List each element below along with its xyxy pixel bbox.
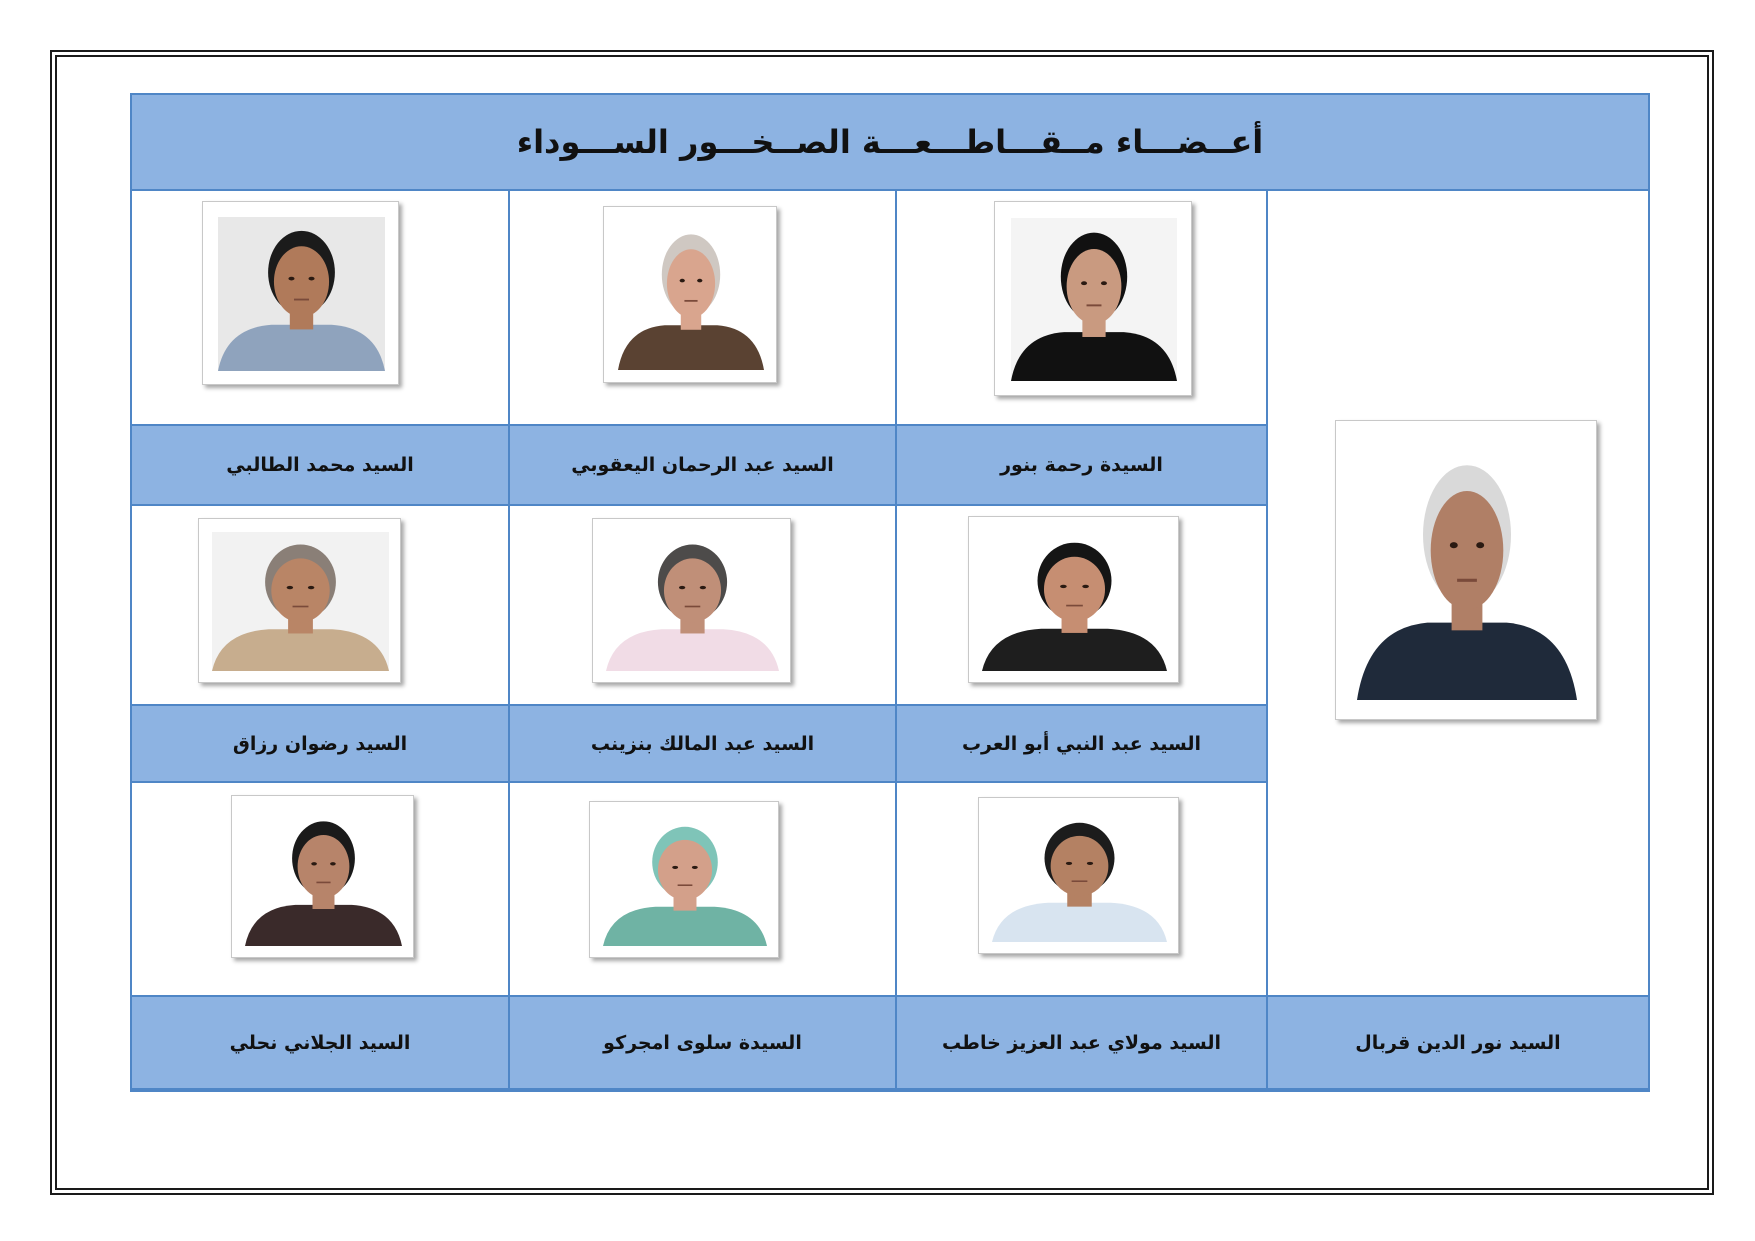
portrait-photo	[603, 815, 767, 946]
member-name: السيد نور الدين قربال	[1355, 1031, 1561, 1054]
member-name: السيد مولاي عبد العزيز خاطب	[941, 1031, 1222, 1054]
member-photo	[994, 201, 1192, 396]
portrait-photo	[212, 532, 389, 671]
member-photo	[202, 201, 399, 385]
member-name: السيدة رحمة بنور	[1000, 454, 1163, 476]
member-photo	[231, 795, 414, 958]
member-photo	[603, 206, 777, 383]
name-cell	[510, 426, 897, 506]
member-photo	[589, 801, 779, 958]
portrait-photo	[218, 217, 385, 371]
table-header	[132, 95, 1648, 191]
member-photo	[968, 516, 1179, 683]
portrait-photo	[1011, 218, 1177, 381]
name-cell	[897, 997, 1268, 1090]
member-name: السيدة سلوى امجركو	[603, 1031, 802, 1054]
name-cell-featured	[1268, 997, 1648, 1090]
member-photo	[1335, 420, 1597, 720]
member-name: السيد عبد النبي أبو العرب	[961, 732, 1202, 755]
member-photo	[592, 518, 791, 683]
portrait-photo	[618, 221, 764, 370]
member-photo	[198, 518, 401, 683]
name-cell	[897, 426, 1268, 506]
portrait-photo	[245, 809, 402, 946]
portrait-photo	[982, 530, 1167, 671]
portrait-photo	[606, 532, 779, 671]
name-cell	[132, 426, 510, 506]
member-name: السيد محمد الطالبي	[226, 454, 414, 476]
name-cell	[510, 706, 897, 783]
name-cell	[510, 997, 897, 1090]
portrait-photo	[992, 811, 1167, 942]
portrait-photo	[1357, 442, 1577, 700]
name-cell	[132, 997, 510, 1090]
members-table	[130, 93, 1650, 1092]
member-name: السيد عبد الرحمان اليعقوبي	[571, 454, 834, 476]
member-name: السيد الجلاني نحلي	[229, 1031, 411, 1054]
name-cell	[897, 706, 1268, 783]
member-name: السيد رضوان رزاق	[232, 732, 408, 755]
page-title: أعــضـــاء مــقـــاطـــعـــة الصــخـــور الســـوداء	[516, 123, 1264, 161]
name-cell	[132, 706, 510, 783]
member-photo	[978, 797, 1179, 954]
member-name: السيد عبد المالك بنزينب	[590, 732, 815, 755]
